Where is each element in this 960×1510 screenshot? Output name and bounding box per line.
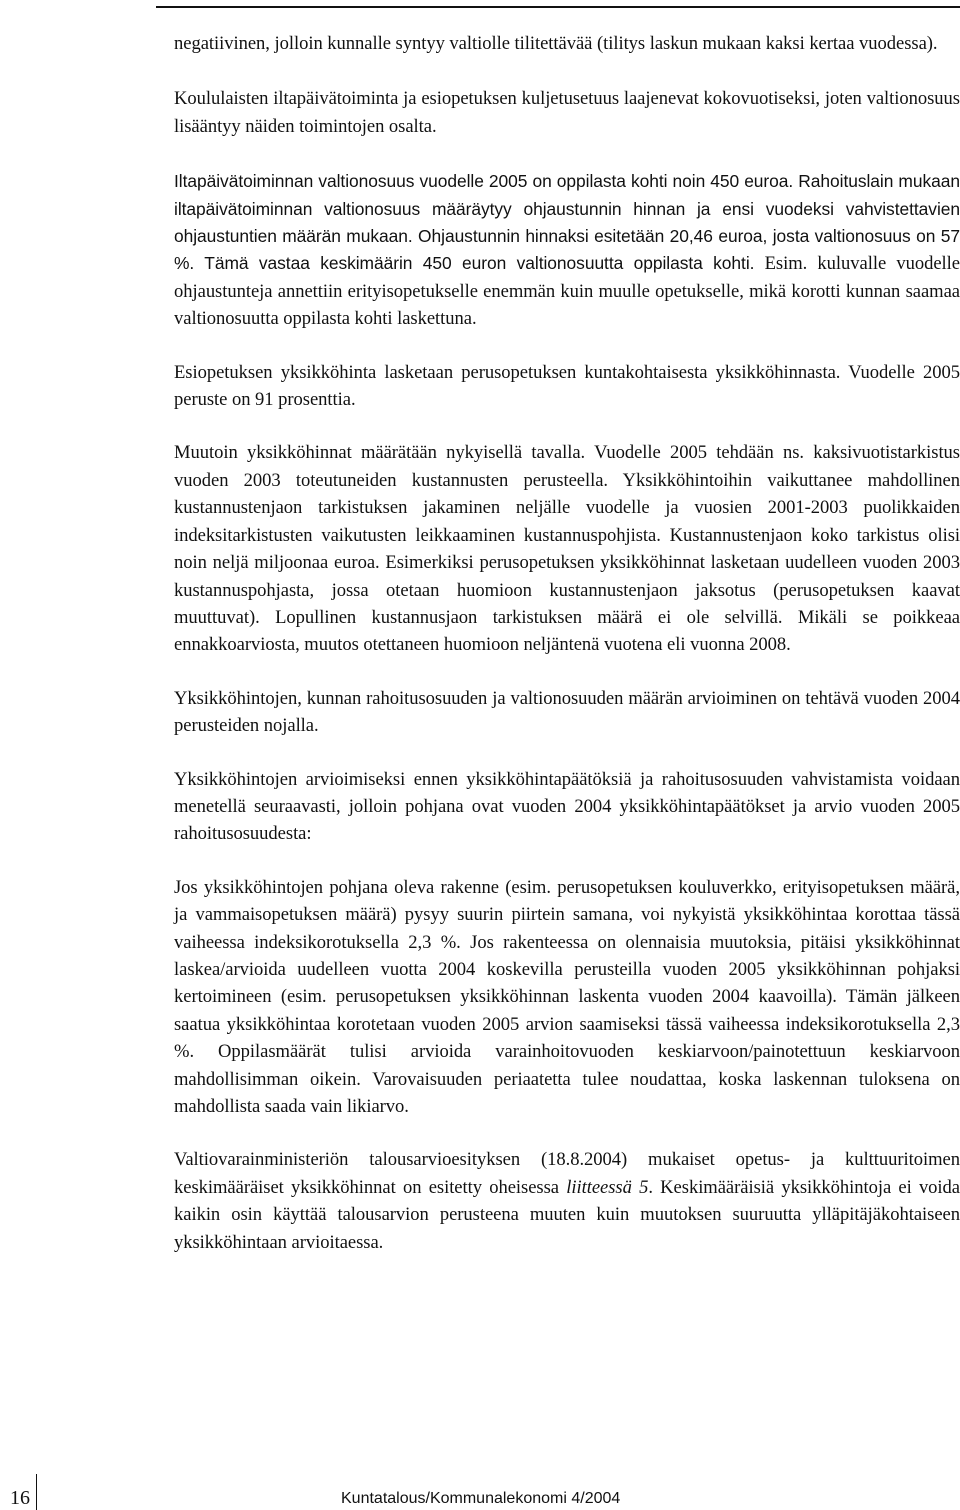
- journal-name: Kuntatalous/Kommunalekonomi 4/2004: [341, 1490, 621, 1507]
- paragraph-iltapaivatoiminta: [174, 168, 960, 332]
- footer-divider: [36, 1474, 37, 1510]
- page-number: 16: [10, 1487, 30, 1509]
- paragraph-iltapaivatoiminta-main: Iltapäivätoiminnan valtionosuus vuodelle 2005 on oppilasta kohti noin 450 euroa. Rahoituslain mukaan iltapäivätoiminnan valtionosuus määräytyy ohjaustunnin hinnan ja ensi vuodeksi vahvistettavien ohjaustuntien määrän mukaan. Ohjaustunnin hinnaksi esitetään 20,46 euroa, josta valtionosuus on 57 %. Tämä vastaa keskimäärin 450 euron valtionosuutta oppilasta kohti.: [174, 171, 960, 274]
- paragraph-yksikkohinnat: Muutoin yksikköhinnat määrätään nykyisellä tavalla. Vuodelle 2005 tehdään ns. kaksivuotistarkistus vuoden 2003 toteutuneiden kustannusten perusteella. Yksikköhintoihin vaikuttanee mahdollinen kustannustenjaon tarkistuksen jakaminen neljälle vuodelle ja vuosien 2001-2003 puolikkaiden indeksitarkistusten vaikutusten leikkaaminen kustannuspohjista. Kustannustenjaon koko tarkistus olisi noin neljä miljoonaa euroa. Esimerkiksi perusopetuksen yksikköhinnat lasketaan uudelleen vuoden 2003 kustannuspohjasta, jossa otetaan huomioon kustannustenjaon jaksotus (perusopetuksen kaavat muuttuvat). Lopullinen kustannusjaon tarkistuksen määrä ei ole selvillä. Mikäli se poikkeaa ennakkoarviosta, muutos otettaneen huomioon neljäntenä vuotena eli vuonna 2008.: [174, 442, 960, 656]
- article-body: [174, 30, 960, 1256]
- paragraph-tilitys: negatiivinen, jolloin kunnalle syntyy valtiolle tilitettävää (tilitys laskun mukaan kaksi kertaa vuodessa).: [174, 33, 938, 54]
- paragraph-menettely: Yksikköhintojen arvioimiseksi ennen yksikköhintapäätöksiä ja rahoitusosuuden vahvistamista voidaan menetellä seuraavasti, jolloin pohjana ovat vuoden 2004 yksikköhintapäätökset ja arvio vuoden 2005 rahoitusosuudesta:: [174, 768, 960, 845]
- paragraph-talousarvioesitys: [174, 1146, 960, 1256]
- paragraph-kuljetusetuus: Koululaisten iltapäivätoiminta ja esiopetuksen kuljetusetuus laajenevat kokovuotiseksi, joten valtionosuus lisääntyy näiden toimintojen osalta.: [174, 88, 960, 137]
- paragraph-indeksikorotus: Jos yksikköhintojen pohjana oleva rakenne (esim. perusopetuksen kouluverkko, erityisopetuksen määrä, ja vammaisopetuksen määrä) pysyy suurin piirtein samana, voi nykyistä yksikköhintaa korottaa tässä vaiheessa indeksikorotuksella 2,3 %. Jos rakenteessa on olennaisia muutoksia, pitäisi yksikköhinnat laskea/arvioida uudelleen vuotta 2004 koskevilla perusteilla vuoden 2005 yksikköhinnan pohjaksi kertoimineen (esim. perusopetuksen yksikköhinnan laskenta vuoden 2004 kaavoilla). Tämän jälkeen saatua yksikköhintaa korotetaan vuoden 2005 arvion saamiseksi tässä vaiheessa indeksikorotuksella 2,3 %. Oppilasmäärät tulisi arvioida varainhoitovuoden keskiarvoon/painotettuun keskiarvoon mahdollisimman oikein. Varovaisuuden periaatetta tulee noudattaa, koska laskennan tuloksena on mahdollista saada vain likiarvo.: [174, 876, 960, 1117]
- paragraph-iltapaivatoiminta-example: Esim. kuluvalle vuodelle ohjaustunteja annettiin erityisopetukselle enemmän kuin muulle opetukselle, mikä korotti kunnan saamaa valtionosuutta oppilasta kohti laskettuna.: [174, 253, 960, 330]
- paragraph-esiopetus: Esiopetuksen yksikköhinta lasketaan perusopetuksen kuntakohtaisesta yksikköhinnasta. Vuodelle 2005 peruste on 91 prosenttia.: [174, 361, 960, 411]
- top-rule: [156, 6, 960, 8]
- paragraph-talousarvioesitys-start: Valtiovarainministeriön talousarvioesityksen (18.8.2004) mukaiset opetus- ja kulttuuritoimen keskimääräiset yksikköhinnat on esitetty oheisessa: [174, 1149, 960, 1198]
- page-footer: [0, 1484, 960, 1510]
- paragraph-arvioiminen: Yksikköhintojen, kunnan rahoitusosuuden ja valtionosuuden määrän arvioiminen on tehtävä vuoden 2004 perusteiden nojalla.: [174, 687, 960, 737]
- paragraph-talousarvioesitys-end: . Keskimääräisiä yksikköhintoja ei voida kaikin osin käyttää talousarvion perusteena muuten kuin muutoksen suuruutta ylläpitäjäkohtaiseen yksikköhintaan arvioitaessa.: [174, 1176, 960, 1253]
- attachment-reference: liitteessä 5: [566, 1176, 649, 1198]
